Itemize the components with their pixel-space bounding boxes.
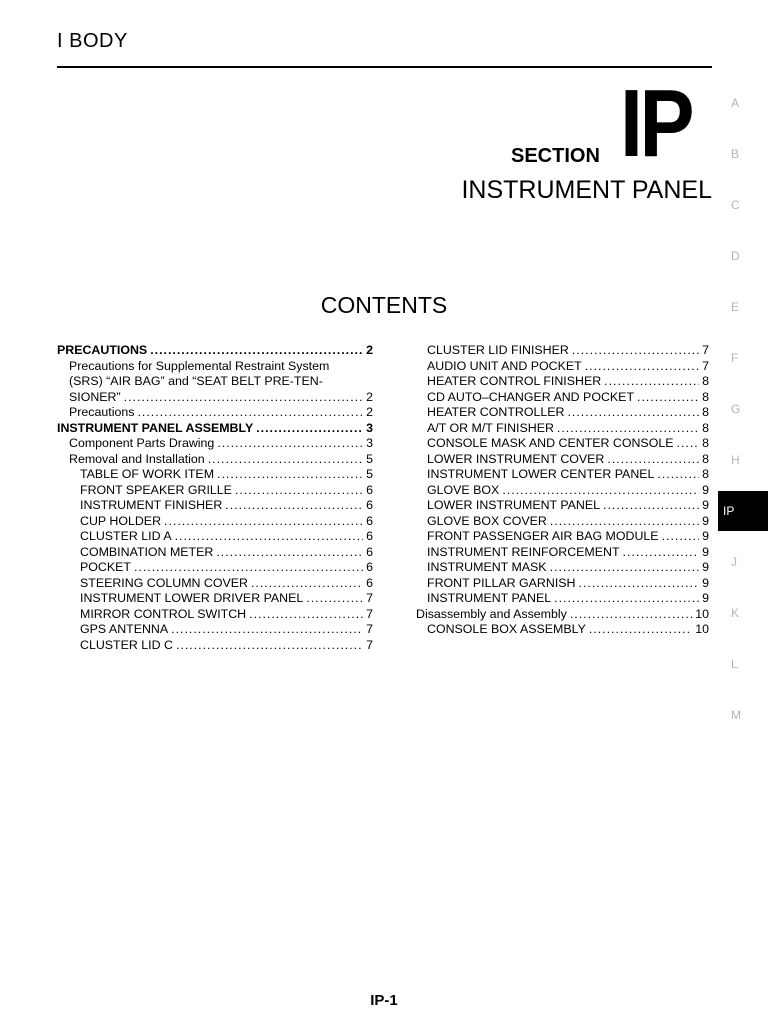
- toc-leader-dots: [662, 529, 700, 545]
- section-tab-h[interactable]: H: [731, 453, 740, 467]
- toc-leader-dots: [554, 591, 699, 607]
- toc-leader-dots: [570, 607, 692, 623]
- toc-entry-title: FRONT PILLAR GARNISH: [427, 575, 576, 590]
- toc-entry-page: 6: [366, 498, 373, 512]
- toc-entry-page: 7: [702, 358, 709, 373]
- toc-entry[interactable]: [57, 467, 373, 483]
- toc-entry-page: 6: [366, 544, 373, 559]
- toc-leader-dots: [225, 498, 363, 514]
- toc-entry-title: INSTRUMENT LOWER DRIVER PANEL: [80, 591, 304, 605]
- toc-leader-dots: [216, 545, 363, 561]
- toc-entry-title: LOWER INSTRUMENT COVER: [427, 451, 605, 466]
- toc-entry[interactable]: [57, 452, 373, 468]
- toc-entry-page: 7: [702, 343, 709, 357]
- section-tab-e[interactable]: E: [731, 300, 740, 314]
- toc-entry-page: 7: [366, 606, 373, 621]
- toc-entry-page: 8: [702, 405, 709, 419]
- section-title: INSTRUMENT PANEL: [461, 176, 712, 204]
- toc-entry[interactable]: [57, 576, 373, 592]
- toc-entry-title: A/T OR M/T FINISHER: [427, 420, 554, 435]
- toc-entry[interactable]: [404, 607, 709, 623]
- toc-entry-title: HEATER CONTROL FINISHER: [427, 374, 602, 388]
- toc-entry[interactable]: [57, 607, 373, 623]
- toc-entry-title: MIRROR CONTROL SWITCH: [80, 606, 247, 621]
- toc-entry-title: INSTRUMENT REINFORCEMENT: [427, 544, 620, 559]
- toc-left-column: [57, 343, 373, 653]
- toc-entry-title: INSTRUMENT PANEL: [427, 591, 552, 605]
- toc-entry[interactable]: [404, 374, 709, 390]
- toc-entry[interactable]: [404, 436, 709, 452]
- toc-entry-page: 9: [702, 482, 709, 497]
- section-tab-ip[interactable]: IP: [718, 491, 768, 531]
- toc-leader-dots: [572, 343, 699, 359]
- toc-entry-page: 8: [702, 374, 709, 388]
- toc-entry-title: INSTRUMENT LOWER CENTER PANEL: [427, 467, 655, 481]
- section-tab-g[interactable]: G: [731, 402, 741, 416]
- toc-leader-dots: [637, 390, 699, 406]
- toc-entry-title: INSTRUMENT MASK: [427, 560, 547, 574]
- toc-leader-dots: [164, 514, 363, 530]
- toc-leader-dots: [502, 483, 699, 499]
- toc-entry[interactable]: [404, 498, 709, 514]
- toc-entry-page: 10: [695, 606, 709, 621]
- toc-entry-page: 6: [366, 482, 373, 497]
- toc-entry-title: CONSOLE BOX ASSEMBLY: [427, 622, 586, 636]
- toc-entry-title: FRONT SPEAKER GRILLE: [80, 482, 232, 497]
- toc-leader-dots: [137, 405, 363, 421]
- toc-entry-page: 7: [366, 591, 373, 605]
- toc-entry-page: 3: [366, 420, 373, 435]
- toc-entry[interactable]: [57, 390, 373, 406]
- toc-entry[interactable]: [404, 343, 709, 359]
- toc-entry[interactable]: [57, 514, 373, 530]
- toc-entry-title: STEERING COLUMN COVER: [80, 575, 248, 590]
- toc-entry-page: 8: [702, 420, 709, 435]
- section-tab-b[interactable]: B: [731, 147, 740, 161]
- section-tab-f[interactable]: F: [731, 351, 739, 365]
- toc-entry-title: HEATER CONTROLLER: [427, 405, 565, 419]
- toc-entry[interactable]: [404, 514, 709, 530]
- toc-entry-page: 6: [366, 529, 373, 543]
- toc-entry-page: 5: [366, 467, 373, 481]
- toc-leader-dots: [150, 343, 363, 359]
- page-number: IP-1: [370, 992, 398, 1009]
- section-tab-j[interactable]: J: [731, 555, 737, 569]
- toc-leader-dots: [235, 483, 363, 499]
- toc-entry-title: SIONER”: [69, 389, 121, 404]
- toc-leader-dots: [623, 545, 700, 561]
- contents-title: CONTENTS: [320, 292, 448, 318]
- toc-entry[interactable]: [57, 622, 373, 638]
- toc-entry[interactable]: [57, 560, 373, 576]
- toc-entry-page: 6: [366, 513, 373, 528]
- toc-entry[interactable]: [57, 436, 373, 452]
- toc-entry[interactable]: [404, 560, 709, 576]
- toc-leader-dots: [550, 514, 699, 530]
- toc-entry[interactable]: [404, 390, 709, 406]
- toc-leader-dots: [175, 529, 364, 545]
- toc-entry[interactable]: [404, 591, 709, 607]
- toc-entry[interactable]: [57, 638, 373, 654]
- toc-entry-title: CONSOLE MASK AND CENTER CONSOLE: [427, 436, 674, 450]
- toc-entry-title: GPS ANTENNA: [80, 622, 169, 636]
- toc-entry-page: 6: [366, 575, 373, 590]
- toc-entry[interactable]: [404, 622, 709, 638]
- toc-entry-title: GLOVE BOX: [427, 482, 500, 497]
- toc-leader-dots: [171, 622, 363, 638]
- toc-leader-dots: [603, 498, 699, 514]
- toc-entry-page: 6: [366, 560, 373, 574]
- toc-entry[interactable]: [404, 545, 709, 561]
- toc-entry-title: CLUSTER LID C: [80, 637, 173, 652]
- toc-leader-dots: [579, 576, 700, 592]
- toc-entry-page: 9: [702, 529, 709, 543]
- section-code: IP: [620, 70, 692, 177]
- toc-entry-page: 7: [366, 622, 373, 636]
- toc-entry[interactable]: [404, 452, 709, 468]
- toc-entry-title: COMBINATION METER: [80, 544, 214, 559]
- section-tab-d[interactable]: D: [731, 249, 740, 263]
- header-label: I BODY: [57, 30, 128, 52]
- toc-entry-line[interactable]: Precautions for Supplemental Restraint System: [69, 358, 330, 373]
- toc-leader-dots: [251, 576, 363, 592]
- toc-entry-line[interactable]: (SRS) “AIR BAG” and “SEAT BELT PRE-TEN-: [69, 374, 323, 388]
- toc-entry-title: Precautions: [69, 405, 135, 419]
- toc-entry[interactable]: [57, 545, 373, 561]
- toc-leader-dots: [249, 607, 363, 623]
- toc-leader-dots: [604, 374, 699, 390]
- toc-leader-dots: [217, 467, 363, 483]
- toc-leader-dots: [677, 436, 700, 452]
- toc-entry-title: CLUSTER LID A: [80, 529, 172, 543]
- toc-entry-page: 5: [366, 451, 373, 466]
- toc-entry-title: CUP HOLDER: [80, 513, 162, 528]
- toc-entry[interactable]: [57, 343, 373, 359]
- toc-entry-page: 8: [702, 451, 709, 466]
- toc-entry-title: CD AUTO–CHANGER AND POCKET: [427, 389, 635, 404]
- toc-entry[interactable]: [404, 483, 709, 499]
- toc-leader-dots: [657, 467, 699, 483]
- toc-leader-dots: [256, 421, 363, 437]
- header-rule: [57, 66, 712, 68]
- toc-entry-title: INSTRUMENT FINISHER: [80, 498, 223, 512]
- toc-leader-dots: [124, 390, 363, 406]
- toc-entry-title: FRONT PASSENGER AIR BAG MODULE: [427, 529, 659, 543]
- toc-leader-dots: [306, 591, 363, 607]
- toc-leader-dots: [607, 452, 699, 468]
- toc-entry[interactable]: [404, 359, 709, 375]
- toc-leader-dots: [567, 405, 699, 421]
- toc-leader-dots: [217, 436, 363, 452]
- toc-entry-page: 2: [366, 405, 373, 419]
- toc-entry-title: TABLE OF WORK ITEM: [80, 467, 215, 481]
- toc-entry-page: 10: [695, 622, 709, 636]
- toc-entry[interactable]: [57, 529, 373, 545]
- toc-entry-title: INSTRUMENT PANEL ASSEMBLY: [57, 420, 254, 435]
- toc-entry-title: POCKET: [80, 560, 131, 574]
- toc-leader-dots: [585, 359, 699, 375]
- toc-entry-title: CLUSTER LID FINISHER: [427, 343, 569, 357]
- section-tab-m[interactable]: M: [731, 708, 741, 722]
- toc-entry-title: LOWER INSTRUMENT PANEL: [427, 498, 601, 512]
- toc-entry-title: Disassembly and Assembly: [416, 606, 567, 621]
- toc-entry-title: Component Parts Drawing: [69, 436, 215, 450]
- toc-entry[interactable]: [404, 421, 709, 437]
- toc-entry[interactable]: [404, 529, 709, 545]
- toc-entry-page: 8: [702, 389, 709, 404]
- toc-leader-dots: [589, 622, 692, 638]
- toc-leader-dots: [557, 421, 699, 437]
- toc-entry-page: 8: [702, 436, 709, 450]
- toc-entry-title: Removal and Installation: [69, 451, 205, 466]
- toc-entry[interactable]: [57, 421, 373, 437]
- toc-entry-page: 7: [366, 637, 373, 652]
- section-word: SECTION: [511, 145, 600, 167]
- section-tab-k[interactable]: K: [731, 606, 740, 620]
- toc-leader-dots: [208, 452, 363, 468]
- toc-entry-page: 3: [366, 436, 373, 450]
- toc-entry-page: 2: [366, 389, 373, 404]
- section-tab-c[interactable]: C: [731, 198, 740, 212]
- toc-entry[interactable]: [57, 591, 373, 607]
- toc-leader-dots: [550, 560, 700, 576]
- toc-leader-dots: [134, 560, 363, 576]
- section-tab-l[interactable]: L: [731, 657, 738, 671]
- toc-right-column: [404, 343, 709, 638]
- toc-entry-page: 9: [702, 591, 709, 605]
- toc-entry[interactable]: [404, 467, 709, 483]
- toc-entry-page: 9: [702, 513, 709, 528]
- toc-entry[interactable]: [404, 405, 709, 421]
- toc-entry[interactable]: [57, 483, 373, 499]
- toc-entry-title: GLOVE BOX COVER: [427, 513, 547, 528]
- toc-entry-page: 9: [702, 544, 709, 559]
- toc-entry-page: 9: [702, 575, 709, 590]
- toc-entry-title: AUDIO UNIT AND POCKET: [427, 358, 582, 373]
- toc-entry[interactable]: [57, 405, 373, 421]
- toc-entry-page: 9: [702, 560, 709, 574]
- toc-entry-page: 8: [702, 467, 709, 481]
- toc-entry-page: 2: [366, 343, 373, 357]
- toc-leader-dots: [176, 638, 363, 654]
- section-tab-a[interactable]: A: [731, 96, 740, 110]
- toc-entry[interactable]: [404, 576, 709, 592]
- toc-entry-page: 9: [702, 498, 709, 512]
- toc-entry[interactable]: [57, 498, 373, 514]
- toc-entry-title: PRECAUTIONS: [57, 343, 148, 357]
